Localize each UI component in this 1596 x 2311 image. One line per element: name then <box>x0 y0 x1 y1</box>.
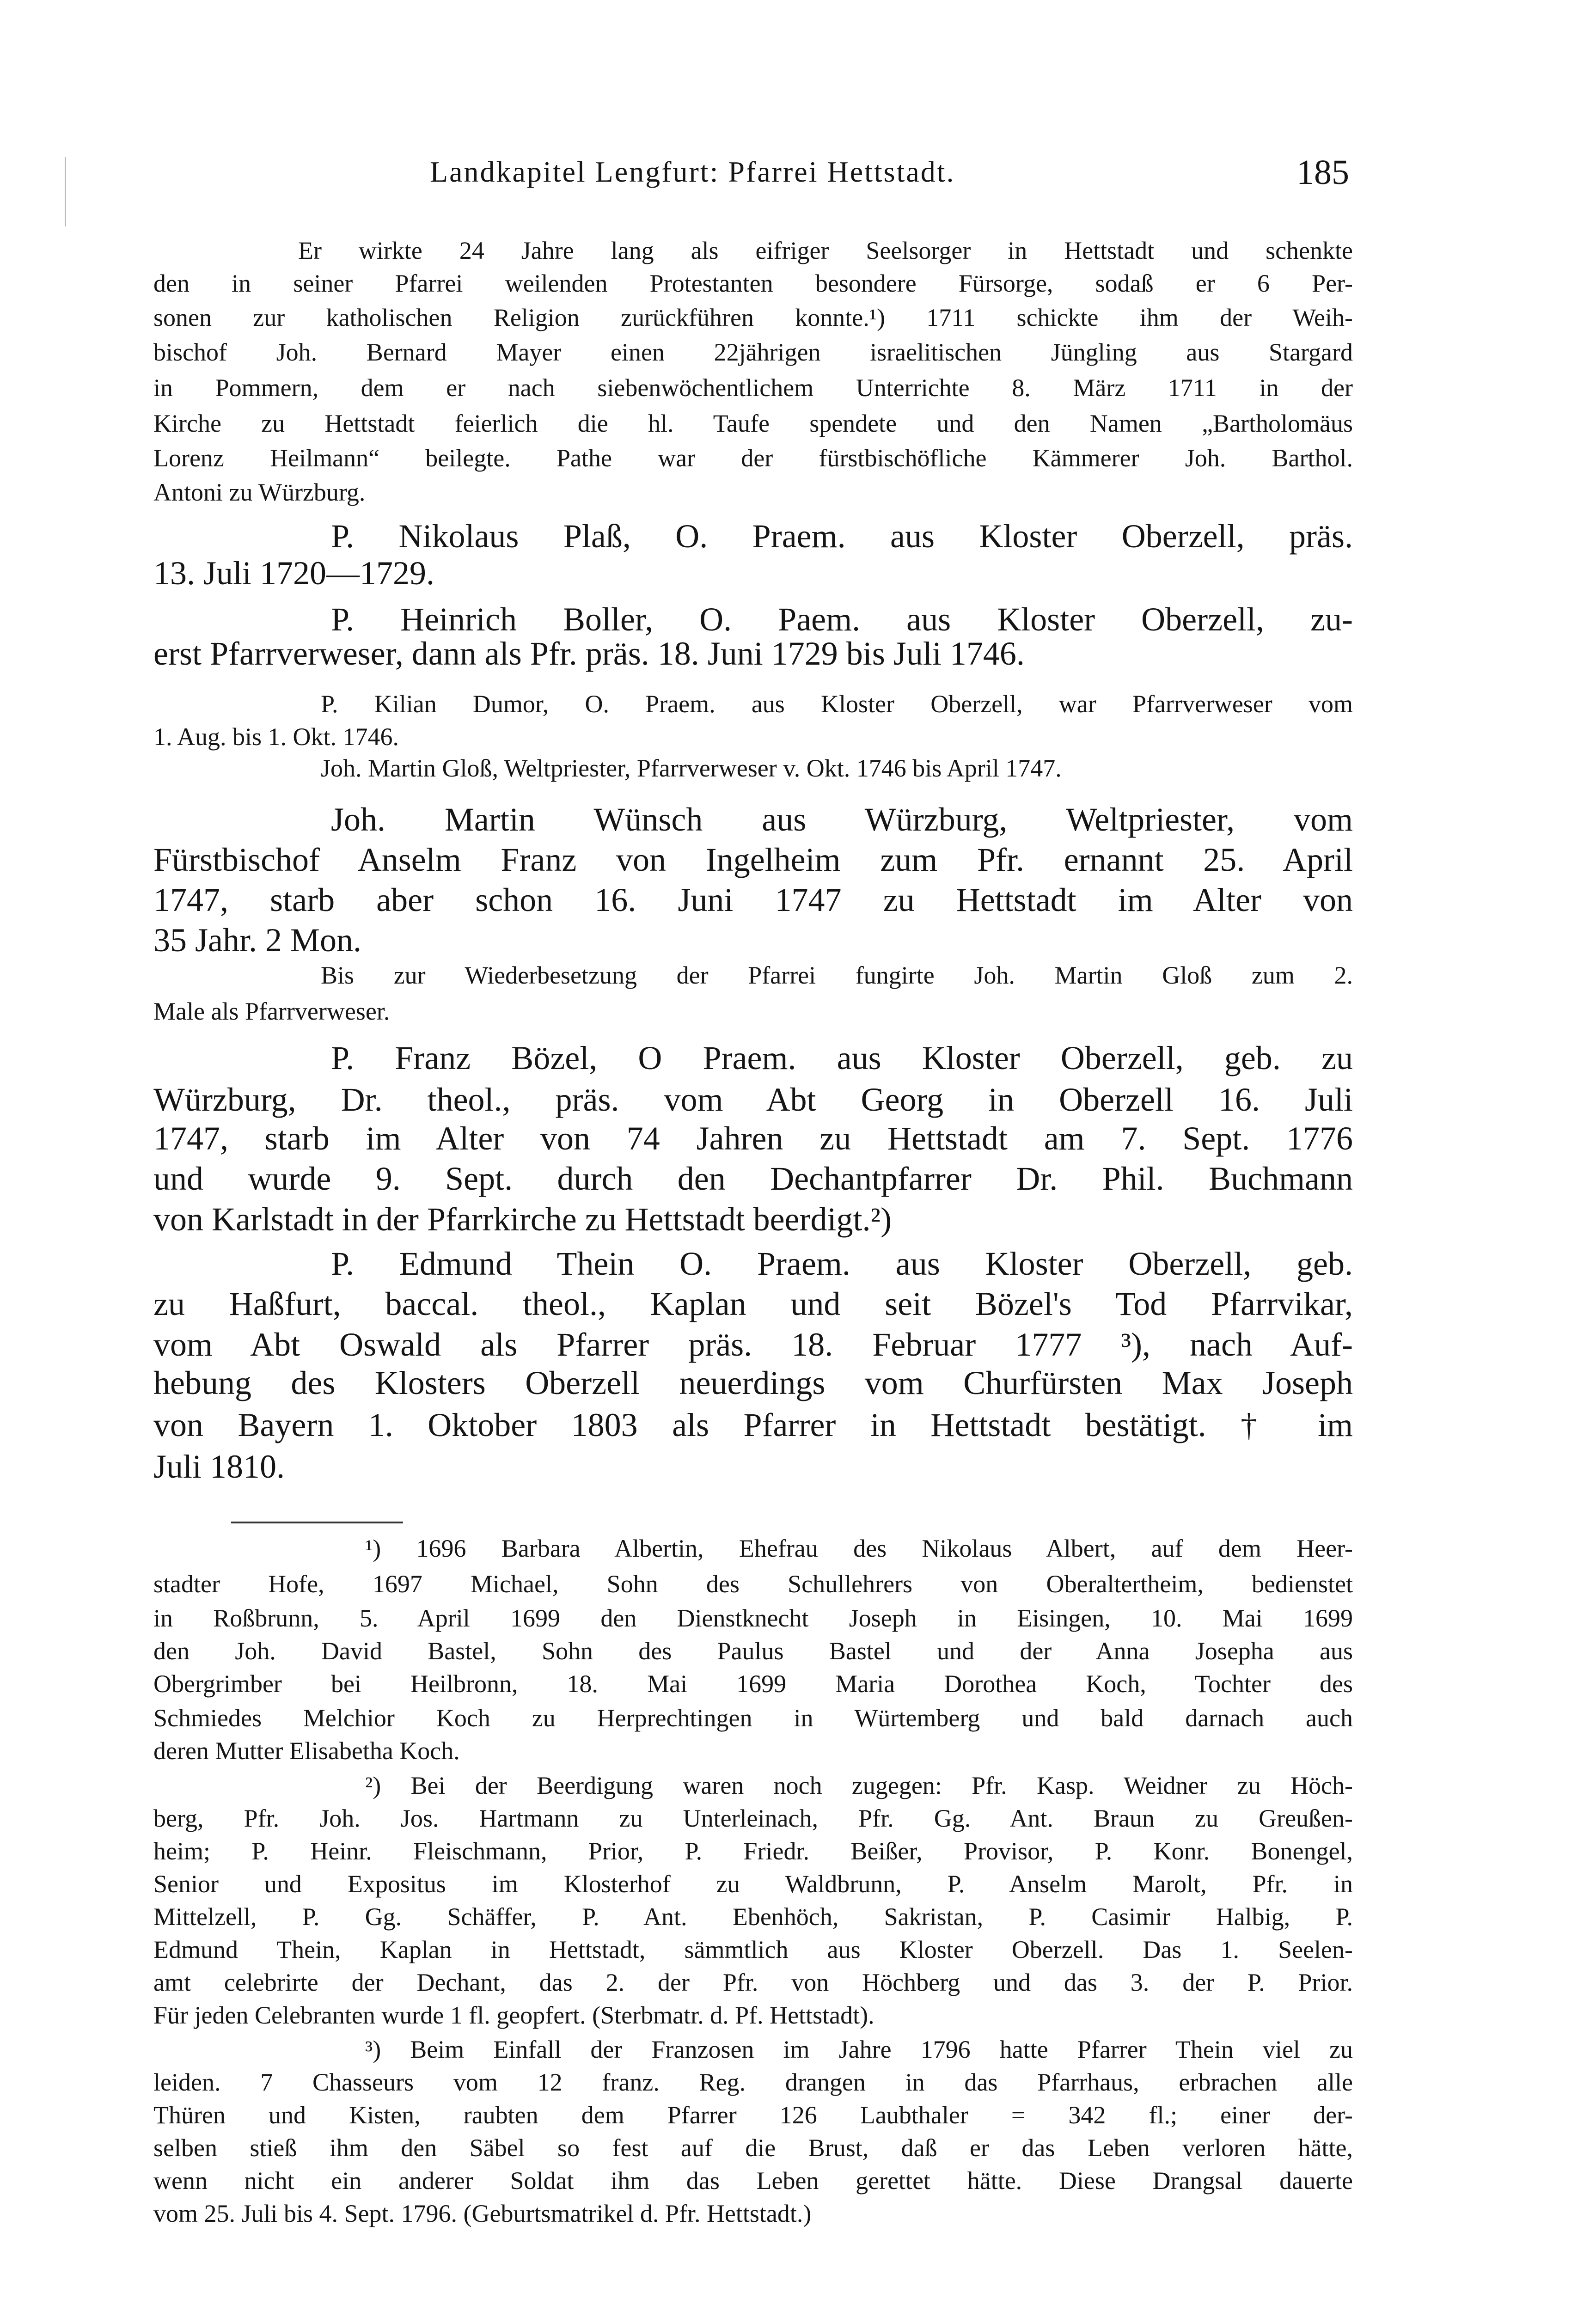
text-line: P. Kilian Dumor, O. Praem. aus Kloster Oberzell, war Pfarrverweser vom <box>321 690 1353 718</box>
text-line: ²) Bei der Beerdigung waren noch zugegen: Pfr. Kasp. Weidner zu Höch- <box>365 1772 1353 1799</box>
text-line: wenn nicht ein anderer Soldat ihm das Leben gerettet hätte. Diese Drangsal dauerte <box>153 2167 1353 2195</box>
text-line: deren Mutter Elisabetha Koch. <box>153 1737 460 1765</box>
running-title: Landkapitel Lengfurt: Pfarrei Hettstadt. <box>430 155 955 188</box>
text-line: den in seiner Pfarrei weilenden Protestanten besondere Fürsorge, sodaß er 6 Per- <box>153 269 1353 297</box>
text-line: Schmiedes Melchior Koch zu Herprechtingen in Würtemberg und bald darnach auch <box>153 1704 1353 1732</box>
text-line: berg, Pfr. Joh. Jos. Hartmann zu Unterleinach, Pfr. Gg. Ant. Braun zu Greußen- <box>153 1804 1353 1832</box>
text-line: ³) Beim Einfall der Franzosen im Jahre 1796 hatte Pfarrer Thein viel zu <box>365 2036 1353 2063</box>
text-line: leiden. 7 Chasseurs vom 12 franz. Reg. drangen in das Pfarrhaus, erbrachen alle <box>153 2068 1353 2096</box>
text-line: 35 Jahr. 2 Mon. <box>153 922 361 959</box>
text-line: vom 25. Juli bis 4. Sept. 1796. (Geburtsmatrikel d. Pfr. Hettstadt.) <box>153 2200 812 2227</box>
text-line: und wurde 9. Sept. durch den Dechantpfarrer Dr. Phil. Buchmann <box>153 1160 1353 1197</box>
text-line: Würzburg, Dr. theol., präs. vom Abt Georg in Oberzell 16. Juli <box>153 1081 1353 1118</box>
text-line: Fürstbischof Anselm Franz von Ingelheim zum Pfr. ernannt 25. April <box>153 841 1353 878</box>
text-line: in Roßbrunn, 5. April 1699 den Dienstknecht Joseph in Eisingen, 10. Mai 1699 <box>153 1604 1353 1632</box>
footnote-separator <box>231 1522 403 1523</box>
text-line: amt celebrirte der Dechant, das 2. der Pfr. von Höchberg und das 3. der P. Prior. <box>153 1969 1353 1996</box>
text-line: Für jeden Celebranten wurde 1 fl. geopfert. (Sterbmatr. d. Pf. Hettstadt). <box>153 2001 874 2029</box>
text-line: Mittelzell, P. Gg. Schäffer, P. Ant. Ebenhöch, Sakristan, P. Casimir Halbig, P. <box>153 1903 1353 1931</box>
text-line: Antoni zu Würzburg. <box>153 478 366 506</box>
text-line: erst Pfarrverweser, dann als Pfr. präs. 18. Juni 1729 bis Juli 1746. <box>153 635 1025 672</box>
text-line: Senior und Expositus im Klosterhof zu Waldbrunn, P. Anselm Marolt, Pfr. in <box>153 1870 1353 1898</box>
text-line: P. Heinrich Boller, O. Paem. aus Kloster Oberzell, zu- <box>331 601 1353 638</box>
text-line: Edmund Thein, Kaplan in Hettstadt, sämmtlich aus Kloster Oberzell. Das 1. Seelen- <box>153 1936 1353 1963</box>
text-line: P. Edmund Thein O. Praem. aus Kloster Oberzell, geb. <box>331 1245 1353 1282</box>
text-line: ¹) 1696 Barbara Albertin, Ehefrau des Nikolaus Albert, auf dem Heer- <box>365 1535 1353 1562</box>
text-line: Thüren und Kisten, raubten dem Pfarrer 126 Laubthaler = 342 fl.; einer der- <box>153 2101 1353 2129</box>
page-number: 185 <box>1296 153 1349 192</box>
text-line: selben stieß ihm den Säbel so fest auf die Brust, daß er das Leben verloren hätte, <box>153 2134 1353 2162</box>
text-line: in Pommern, dem er nach siebenwöchentlichem Unterrichte 8. März 1711 in der <box>153 374 1353 402</box>
text-line: Juli 1810. <box>153 1448 285 1485</box>
text-line: 13. Juli 1720—1729. <box>153 555 435 592</box>
text-line: Male als Pfarrverweser. <box>153 997 390 1025</box>
text-line: den Joh. David Bastel, Sohn des Paulus Bastel und der Anna Josepha aus <box>153 1637 1353 1665</box>
text-line: von Bayern 1. Oktober 1803 als Pfarrer in Hettstadt bestätigt. † im <box>153 1406 1353 1443</box>
text-line: zu Haßfurt, baccal. theol., Kaplan und seit Bözel's Tod Pfarrvikar, <box>153 1285 1353 1322</box>
text-line: P. Franz Bözel, O Praem. aus Kloster Oberzell, geb. zu <box>331 1039 1353 1076</box>
text-line: bischof Joh. Bernard Mayer einen 22jährigen israelitischen Jüngling aus Stargard <box>153 338 1353 366</box>
page-edge-shadow <box>65 157 66 226</box>
text-line: hebung des Klosters Oberzell neuerdings vom Churfürsten Max Joseph <box>153 1364 1353 1401</box>
text-line: Bis zur Wiederbesetzung der Pfarrei fungirte Joh. Martin Gloß zum 2. <box>321 961 1353 989</box>
text-line: Kirche zu Hettstadt feierlich die hl. Taufe spendete und den Namen „Bartholomäus <box>153 410 1353 437</box>
text-line: 1. Aug. bis 1. Okt. 1746. <box>153 723 399 751</box>
text-line: Er wirkte 24 Jahre lang als eifriger Seelsorger in Hettstadt und schenkte <box>298 237 1353 264</box>
text-line: Joh. Martin Wünsch aus Würzburg, Weltpriester, vom <box>331 801 1353 838</box>
text-line: Obergrimber bei Heilbronn, 18. Mai 1699 Maria Dorothea Koch, Tochter des <box>153 1670 1353 1698</box>
text-line: sonen zur katholischen Religion zurückführen konnte.¹) 1711 schickte ihm der Weih- <box>153 304 1353 331</box>
text-line: heim; P. Heinr. Fleischmann, Prior, P. Friedr. Beißer, Provisor, P. Konr. Bonengel, <box>153 1837 1353 1865</box>
text-line: P. Nikolaus Plaß, O. Praem. aus Kloster Oberzell, präs. <box>331 518 1353 555</box>
text-line: Joh. Martin Gloß, Weltpriester, Pfarrverweser v. Okt. 1746 bis April 1747. <box>321 754 1062 782</box>
text-line: Lorenz Heilmann“ beilegte. Pathe war der fürstbischöfliche Kämmerer Joh. Barthol. <box>153 444 1353 472</box>
text-line: stadter Hofe, 1697 Michael, Sohn des Schullehrers von Oberaltertheim, bedienstet <box>153 1570 1353 1598</box>
text-line: vom Abt Oswald als Pfarrer präs. 18. Februar 1777 ³), nach Auf- <box>153 1326 1353 1363</box>
text-line: 1747, starb aber schon 16. Juni 1747 zu Hettstadt im Alter von <box>153 881 1353 918</box>
text-line: 1747, starb im Alter von 74 Jahren zu Hettstadt am 7. Sept. 1776 <box>153 1120 1353 1157</box>
text-line: von Karlstadt in der Pfarrkirche zu Hettstadt beerdigt.²) <box>153 1201 892 1238</box>
